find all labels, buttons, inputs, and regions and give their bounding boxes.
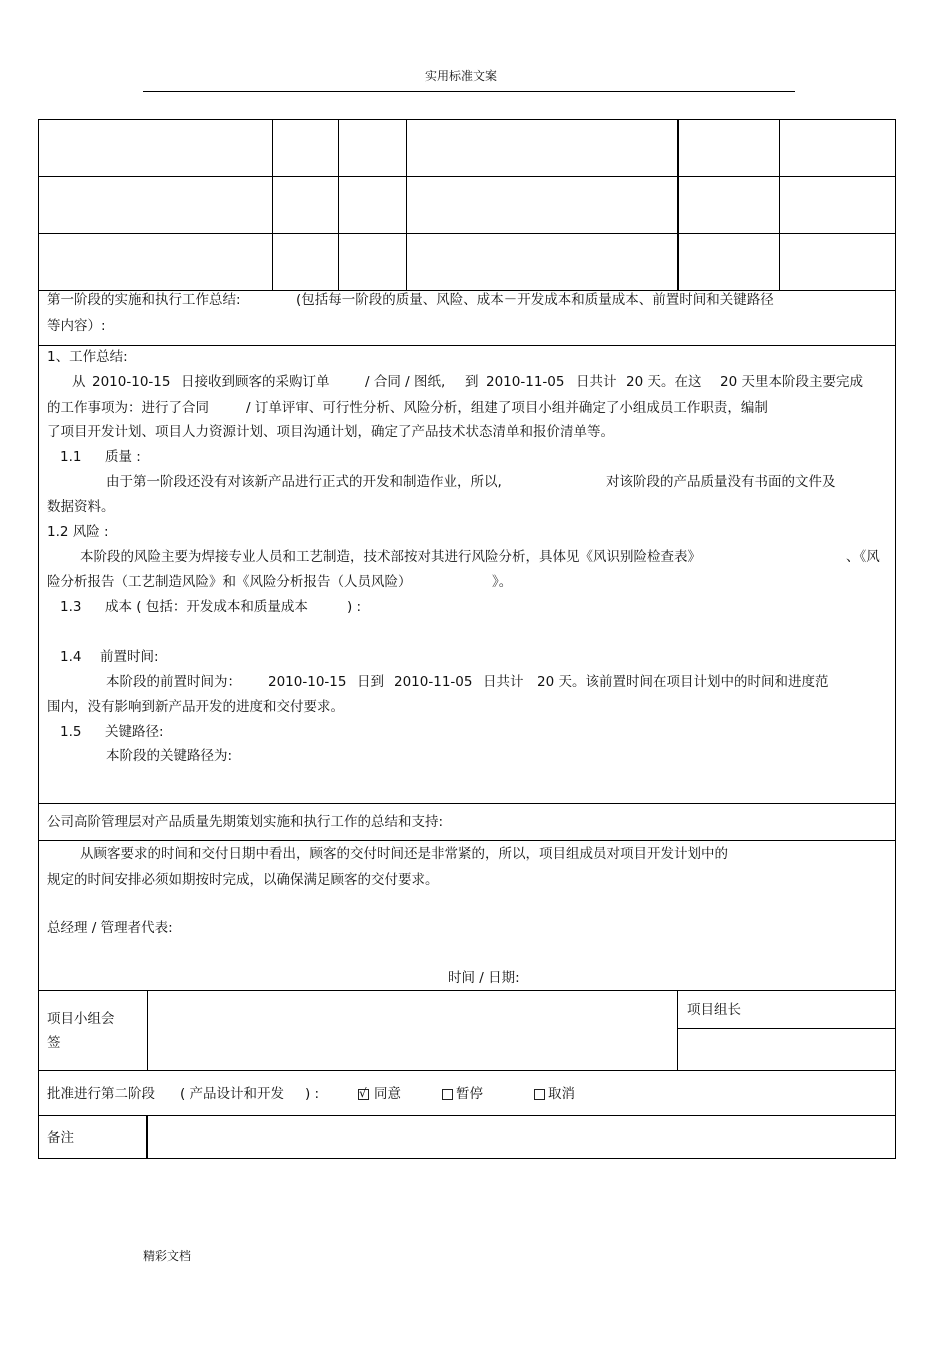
grid-col-divider — [272, 119, 273, 290]
critical-label: 关键路径: — [105, 724, 164, 740]
row-divider — [38, 1070, 896, 1071]
approval-label: ) : — [305, 1086, 320, 1102]
leadtime-label: 前置时间: — [100, 649, 159, 665]
row-divider — [38, 1115, 896, 1116]
gm-signature-label: 总经理 / 管理者代表: — [47, 920, 173, 936]
grid-col-divider — [338, 119, 339, 290]
header-title: 实用标准文案 — [425, 69, 498, 83]
quality-text: 数据资料。 — [47, 499, 115, 515]
checkbox-icon — [442, 1089, 453, 1100]
quality-number: 1.1 — [60, 449, 82, 465]
summary-text: / 合同 / 图纸, — [365, 374, 446, 390]
project-leader-field[interactable] — [679, 1030, 895, 1069]
grid-col-divider — [779, 119, 780, 290]
quality-label: 质量 : — [105, 449, 141, 465]
col-divider — [146, 1115, 148, 1159]
risk-text: 本阶段的风险主要为焊接专业人员和工艺制造，技术部按对其进行风险分析，具体见《风识别险检查表》 — [80, 549, 701, 565]
grid-row-divider — [38, 176, 896, 177]
risk-text: 》。 — [492, 574, 513, 590]
signoff-label: 签 — [47, 1035, 61, 1051]
grid-row-divider — [38, 290, 896, 291]
summary-text: 了项目开发计划、项目人力资源计划、项目沟通计划，确定了产品技术状态清单和报价清单等。 — [47, 424, 614, 440]
leadtime-number: 1.4 — [60, 649, 82, 665]
remarks-label: 备注 — [47, 1130, 74, 1146]
col-divider — [677, 990, 678, 1070]
summary-text: 20 天里本阶段主要完成 — [720, 374, 863, 390]
management-text: 规定的时间安排必须如期按时完成，以确保满足顾客的交付要求。 — [47, 872, 439, 888]
summary-text: 的工作事项为：进行了合同 — [47, 400, 209, 416]
quality-text: 由于第一阶段还没有对该新产品进行正式的开发和制造作业，所以, — [106, 474, 502, 490]
leadtime-text: 围内，没有影响到新产品开发的进度和交付要求。 — [47, 699, 344, 715]
leadtime-text: 日到 — [357, 674, 384, 690]
leadtime-text: 本阶段的前置时间为： — [106, 674, 241, 690]
cost-label: ) : — [347, 599, 362, 615]
row-divider — [677, 1028, 896, 1029]
approval-label: ( 产品设计和开发 — [180, 1086, 285, 1102]
header-rule — [143, 91, 795, 92]
summary-text: 到 — [465, 374, 479, 390]
risk-label: 1.2 风险 : — [47, 524, 109, 540]
row-divider — [38, 990, 896, 991]
summary-text: / 订单评审、可行性分析、风险分析，组建了项目小组并确定了小组成员工作职责，编制 — [246, 400, 768, 416]
option-agree[interactable] — [358, 1086, 418, 1104]
summary-text: 从 — [72, 374, 86, 390]
cost-number: 1.3 — [60, 599, 82, 615]
leadtime-date-start: 2010-10-15 — [268, 674, 347, 690]
option-label: 取消 — [548, 1086, 575, 1102]
summary-text: 日接收到顾客的采购订单 — [181, 374, 330, 390]
summary-date-end: 2010-11-05 — [486, 374, 565, 390]
cost-label: 成本 ( 包括：开发成本和质量成本 — [105, 599, 308, 615]
row-divider — [38, 803, 896, 804]
summary-date-start: 2010-10-15 — [92, 374, 171, 390]
option-pause[interactable] — [442, 1086, 502, 1104]
option-label: 暂停 — [456, 1086, 483, 1102]
row-divider — [38, 840, 896, 841]
date-label: 时间 / 日期: — [448, 970, 520, 986]
risk-text: 、《风 — [846, 549, 880, 565]
management-text: 从顾客要求的时间和交付日期中看出，顾客的交付时间还是非常紧的，所以，项目组成员对项目开发计划中的 — [80, 846, 728, 862]
summary-text: 20 天。在这 — [626, 374, 702, 390]
leadtime-text: 20 天。该前置时间在项目计划中的时间和进度范 — [537, 674, 829, 690]
footer-text: 精彩文档 — [143, 1249, 192, 1263]
option-label: 同意 — [374, 1086, 401, 1102]
critical-text: 本阶段的关键路径为: — [106, 748, 233, 764]
grid-row-divider — [38, 233, 896, 234]
signoff-label: 项目小组会 — [47, 1011, 115, 1027]
project-leader-label: 项目组长 — [687, 1002, 741, 1018]
risk-text: 险分析报告（工艺制造风险》和《风险分析报告（人员风险） — [47, 574, 412, 590]
quality-text: 对该阶段的产品质量没有书面的文件及 — [606, 474, 836, 490]
col-divider — [147, 990, 148, 1070]
summary-title: 1、工作总结: — [47, 349, 128, 365]
grid-col-divider — [677, 119, 679, 290]
remarks-field[interactable] — [149, 1117, 894, 1157]
row-divider — [38, 345, 896, 346]
checkmark-icon: √ — [359, 1086, 367, 1100]
checkbox-icon — [534, 1089, 545, 1100]
critical-number: 1.5 — [60, 724, 82, 740]
management-heading: 公司高阶管理层对产品质量先期策划实施和执行工作的总结和支持: — [47, 814, 444, 830]
leadtime-date-end: 2010-11-05 — [394, 674, 473, 690]
section1-heading-a: 第一阶段的实施和执行工作总结: — [47, 292, 241, 308]
leadtime-text: 日共计 — [483, 674, 524, 690]
option-cancel[interactable] — [534, 1086, 594, 1104]
section1-heading-b: (包括每一阶段的质量、风险、成本－开发成本和质量成本、前置时间和关键路径 — [296, 292, 774, 308]
section1-heading-c: 等内容）: — [47, 318, 106, 334]
summary-text: 日共计 — [576, 374, 617, 390]
approval-label: 批准进行第二阶段 — [47, 1086, 155, 1102]
grid-col-divider — [406, 119, 407, 290]
signatures-field[interactable] — [149, 992, 676, 1069]
